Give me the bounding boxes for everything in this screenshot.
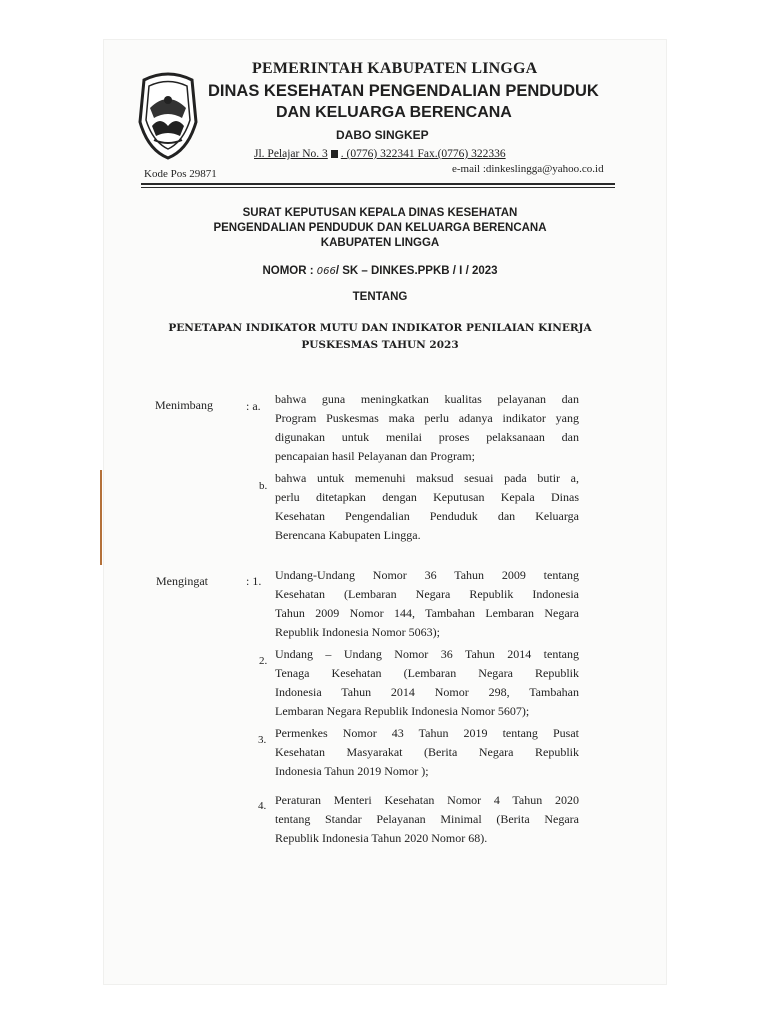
text-line: Kesehatan (Lembaran Negara Republik Indonesia — [275, 587, 579, 601]
text-line: Peraturan Menteri Kesehatan Nomor 4 Tahun 2020 — [275, 793, 579, 807]
menimbang-marker-a: : a. — [246, 399, 261, 413]
text-line: Indonesia Tahun 2014 Nomor 298, Tambahan — [275, 685, 579, 699]
text-line: Lembaran Negara Republik Indonesia Nomor 5607); — [275, 704, 530, 718]
subject-line1: PENETAPAN INDIKATOR MUTU DAN INDIKATOR PENILAIAN KINERJA — [168, 322, 592, 334]
mengingat-label: Mengingat — [156, 574, 208, 588]
text-line: Republik Indonesia Tahun 2020 Nomor 68). — [275, 831, 488, 845]
phone-icon — [331, 150, 338, 158]
decree-title-line1: SURAT KEPUTUSAN KEPALA DINAS KESEHATAN — [242, 207, 518, 219]
text-line: Tenaga Kesehatan (Lembaran Negara Republik — [275, 666, 579, 680]
decree-title-line2: PENGENDALIAN PENDUDUK DAN KELUARGA BERENCANA — [213, 222, 547, 234]
letterhead-divider-thin — [141, 187, 615, 188]
menimbang-item-a — [275, 390, 579, 466]
menimbang-label: Menimbang — [155, 398, 213, 412]
text-line: bahwa guna meningkatkan kualitas pelayanan dan — [275, 392, 579, 406]
subject-line2: PUSKESMAS TAHUN 2023 — [301, 339, 459, 351]
text-line: Kesehatan Masyarakat (Berita Negara Republik — [275, 745, 579, 759]
mengingat-marker-1: : 1. — [246, 574, 262, 588]
city-name: DABO SINGKEP — [336, 128, 429, 142]
decree-number — [150, 264, 610, 279]
text-line: pencapaian hasil Pelayanan dan Program; — [275, 449, 475, 463]
government-name: PEMERINTAH KABUPATEN LINGGA — [252, 60, 538, 77]
email-address: e-mail :dinkeslingga@yahoo.co.id — [452, 163, 604, 175]
text-line: Undang-Undang Nomor 36 Tahun 2009 tentang — [275, 568, 579, 582]
postal-code: Kode Pos 29871 — [144, 168, 217, 180]
text-line: Tahun 2009 Nomor 144, Tambahan Lembaran Negara — [275, 606, 579, 620]
decree-number-handwritten: 066 — [316, 266, 336, 277]
text-line: Indonesia Tahun 2019 Nomor ); — [275, 764, 429, 778]
department-name-line1: DINAS KESEHATAN PENGENDALIAN PENDUDUK — [208, 82, 599, 100]
address-line — [254, 148, 506, 160]
decree-title-line3: KABUPATEN LINGGA — [320, 237, 440, 249]
tentang-heading: TENTANG — [352, 291, 408, 303]
text-line: perlu ditetapkan dengan Keputusan Kepala Dinas — [275, 490, 579, 504]
department-name-line2: DAN KELUARGA BERENCANA — [276, 104, 512, 121]
mengingat-marker-3: 3. — [258, 734, 267, 746]
mengingat-item-3 — [275, 724, 579, 781]
decree-number-prefix: NOMOR : — [262, 265, 317, 277]
mengingat-marker-2: 2. — [259, 655, 268, 667]
mengingat-item-2 — [275, 645, 579, 721]
scan-edge-mark — [100, 470, 102, 565]
letterhead-divider — [141, 183, 615, 185]
phone-fax: . (0776) 322341 Fax.(0776) 322336 — [340, 148, 506, 160]
text-line: Kesehatan Pengendalian Penduduk dan Keluarga — [275, 509, 579, 523]
menimbang-marker-b: b. — [259, 480, 268, 492]
mengingat-item-1 — [275, 566, 579, 642]
decree-number-suffix: / SK – DINKES.PPKB / I / 2023 — [335, 265, 498, 277]
mengingat-marker-4: 4. — [258, 800, 267, 812]
text-line: Program Puskesmas maka perlu adanya indikator yang — [275, 411, 579, 425]
mengingat-item-4 — [275, 791, 579, 848]
menimbang-item-b — [275, 469, 579, 545]
text-line: tentang Standar Pelayanan Minimal (Berita Negara — [275, 812, 579, 826]
text-line: Permenkes Nomor 43 Tahun 2019 tentang Pusat — [275, 726, 579, 740]
text-line: Undang – Undang Nomor 36 Tahun 2014 tentang — [275, 647, 579, 661]
regency-emblem-icon — [136, 70, 200, 162]
text-line: bahwa untuk memenuhi maksud sesuai pada butir a, — [275, 471, 579, 485]
street-address: Jl. Pelajar No. 3 — [254, 148, 328, 160]
text-line: Berencana Kabupaten Lingga. — [275, 528, 421, 542]
text-line: Republik Indonesia Nomor 5063); — [275, 625, 440, 639]
text-line: digunakan untuk menilai proses pelaksanaan dan — [275, 430, 579, 444]
